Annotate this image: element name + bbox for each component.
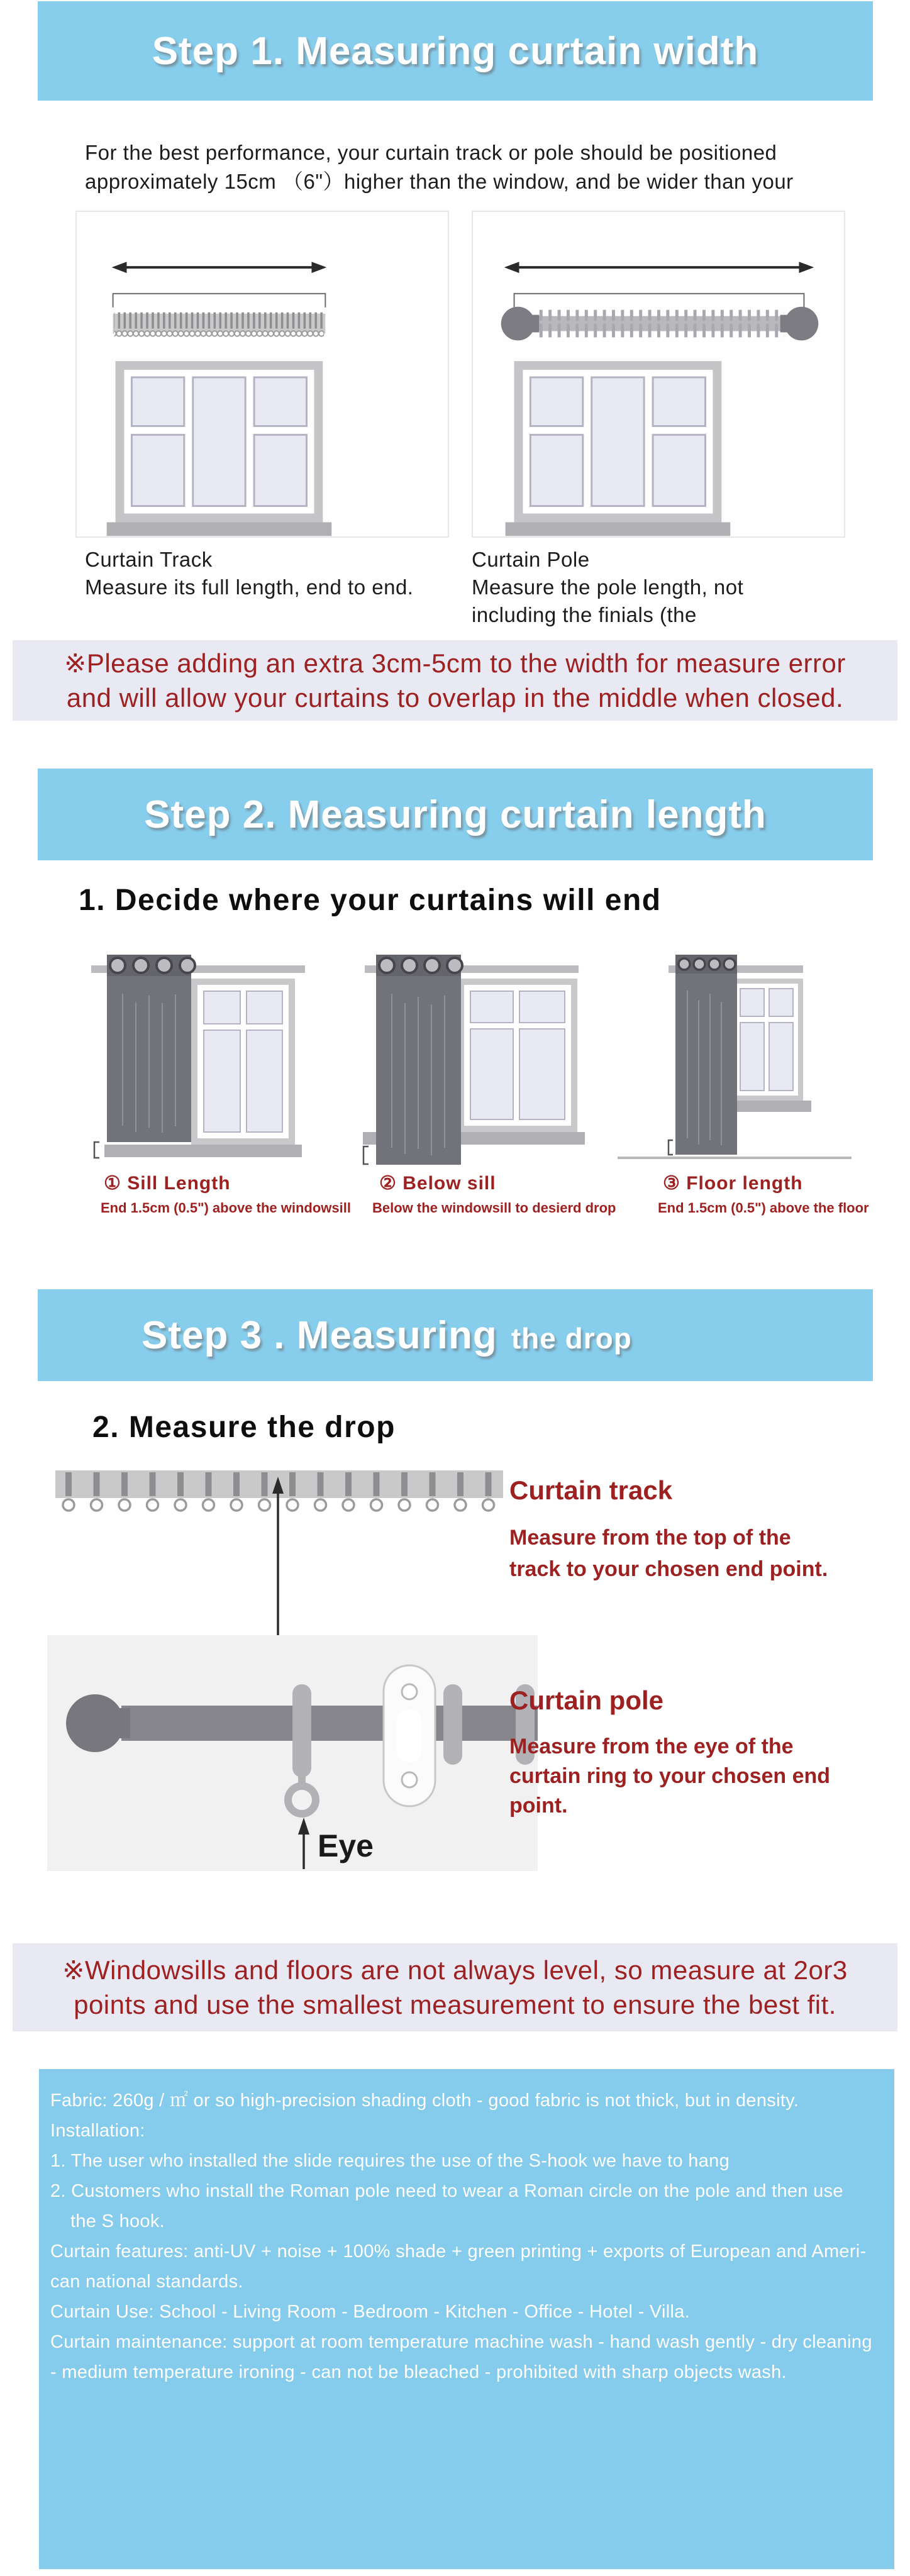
step1-banner-title: Step 1. Measuring curtain width xyxy=(152,29,759,73)
drop-pole-text xyxy=(509,1732,899,1821)
track-caption xyxy=(85,546,462,601)
option3-desc: End 1.5cm (0.5") above the floor xyxy=(658,1200,869,1216)
width-note-line2: and will allow your curtains to overlap in the middle when closed. xyxy=(66,683,844,713)
info-line-maintenance2: - medium temperature ironing - can not be bleached - prohibited with sharp objects wash. xyxy=(50,2362,787,2382)
step2-banner xyxy=(38,769,873,860)
info-line-install2: 2. Customers who install the Roman pole need to wear a Roman circle on the pole and then use xyxy=(50,2181,843,2201)
option3-title: ③ Floor length xyxy=(663,1173,803,1194)
product-info-box xyxy=(39,2069,894,2569)
step3-banner-title: Step 3 . Measuring xyxy=(141,1313,497,1357)
pole-caption-line1: Measure the pole length, not xyxy=(472,575,744,599)
pole-caption xyxy=(472,546,849,629)
info-line-features2: can national standards. xyxy=(50,2272,243,2292)
option1-desc: End 1.5cm (0.5") above the windowsill xyxy=(101,1200,351,1216)
info-line-installation: Installation: xyxy=(50,2121,145,2141)
width-note-line1: ※Please adding an extra 3cm-5cm to the width for measure error xyxy=(64,648,846,678)
drop-track-line2: track to your chosen end point. xyxy=(509,1557,828,1581)
sill-length-illustration xyxy=(88,947,314,1167)
drop-pole-line2: curtain ring to your chosen end xyxy=(509,1764,831,1788)
step2-heading: 1. Decide where your curtains will end xyxy=(79,884,662,917)
floor-length-drawing xyxy=(613,947,865,1163)
track-caption-line: Measure its full length, end to end. xyxy=(85,575,414,599)
option1-title: ① Sill Length xyxy=(104,1173,231,1194)
track-caption-title: Curtain Track xyxy=(85,548,213,571)
step3-banner xyxy=(38,1289,873,1381)
sill-length-drawing xyxy=(88,947,314,1167)
track-window-drawing xyxy=(77,212,448,536)
pole-caption-title: Curtain Pole xyxy=(472,548,590,571)
below-sill-drawing xyxy=(349,947,591,1173)
level-note-line1: ※Windowsills and floors are not always level, so measure at 2or3 xyxy=(62,1955,848,1985)
eye-label: Eye xyxy=(318,1828,374,1863)
step1-banner xyxy=(38,1,873,101)
info-line-features: Curtain features: anti-UV + noise + 100% shade + green printing + exports of European and Ameri- xyxy=(50,2241,867,2262)
pole-window-drawing xyxy=(473,212,844,536)
info-line-fabric: Fabric: 260g / ㎡ or so high-precision shading cloth - good fabric is not thick, but in density. xyxy=(50,2090,799,2111)
below-sill-illustration xyxy=(349,947,591,1173)
curtain-track-illustration xyxy=(75,211,449,538)
floor-length-illustration xyxy=(613,947,865,1163)
level-measure-note xyxy=(13,1943,897,2031)
pole-caption-line2: including the finials (the xyxy=(472,603,697,626)
info-line-use: Curtain Use: School - Living Room - Bedroom - Kitchen - Office - Hotel - Villa. xyxy=(50,2302,691,2322)
option2-desc: Below the windowsill to desierd drop xyxy=(372,1200,616,1216)
level-note-line2: points and use the smallest measurement to ensure the best fit. xyxy=(74,1990,836,2019)
width-measure-note xyxy=(13,640,897,721)
drop-track-title: Curtain track xyxy=(509,1475,673,1505)
drop-pole-illustration xyxy=(47,1635,538,1871)
info-line-install2b: the S hook. xyxy=(70,2211,165,2231)
info-line-install1: 1. The user who installed the slide requires the use of the S-hook we have to hang xyxy=(50,2151,730,2171)
drop-pole-line1: Measure from the eye of the xyxy=(509,1735,794,1758)
step1-intro xyxy=(85,138,858,196)
info-line-maintenance: Curtain maintenance: support at room temperature machine wash - hand wash gently - dry cleaning xyxy=(50,2332,872,2352)
option2-title: ② Below sill xyxy=(379,1173,496,1194)
step3-banner-subtitle: the drop xyxy=(511,1321,632,1355)
step3-heading: 2. Measure the drop xyxy=(92,1411,396,1444)
step1-intro-line1: For the best performance, your curtain track or pole should be positioned xyxy=(85,141,777,164)
drop-pole-title: Curtain pole xyxy=(509,1685,664,1715)
drop-pole-line3: point. xyxy=(509,1794,568,1818)
drop-track-line1: Measure from the top of the xyxy=(509,1526,791,1550)
drop-pole-drawing xyxy=(47,1635,538,1871)
drop-track-text xyxy=(509,1522,887,1585)
step1-intro-line2: approximately 15cm （6"）higher than the window, and be wider than your xyxy=(85,170,794,193)
step2-banner-title: Step 2. Measuring curtain length xyxy=(144,792,767,836)
step3-banner-text xyxy=(141,1313,632,1358)
curtain-pole-illustration xyxy=(472,211,845,538)
